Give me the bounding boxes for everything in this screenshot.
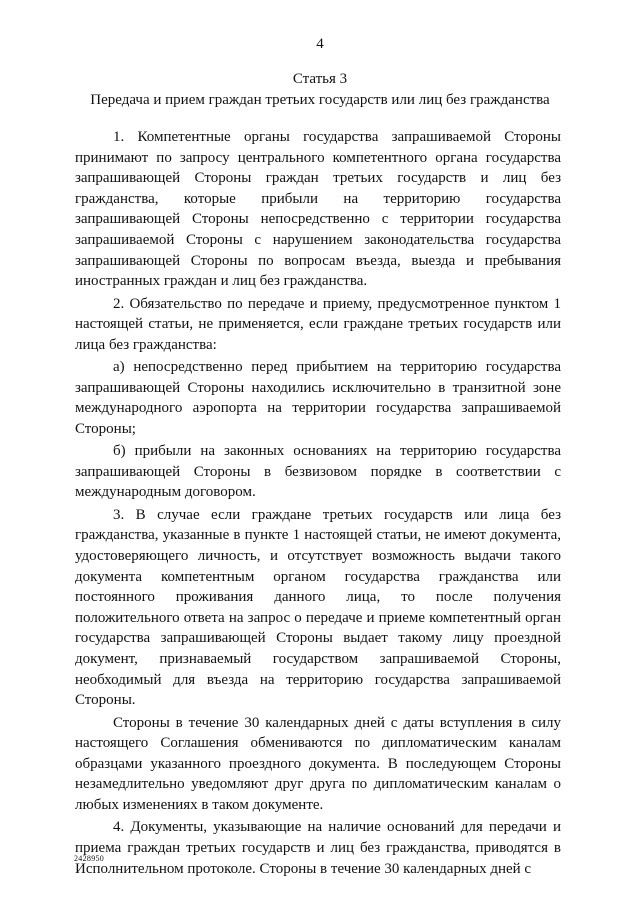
subparagraph-b: б) прибыли на законных основаниях на территорию государства запрашивающей Стороны в безвизовом порядке в соответствии с международным договором. (75, 443, 561, 501)
page-number: 4 (316, 36, 324, 52)
subparagraph-a: а) непосредственно перед прибытием на территорию государства запрашивающей Стороны находились исключительно в транзитной зоне международного аэропорта на территории государства запрашиваемой Стороны; (75, 359, 561, 437)
paragraph-3: 3. В случае если граждане третьих государств или лица без гражданства, указанные в пункте 1 настоящей статьи, не имеют документа, удостоверяющего личность, и отсутствует возможность выдачи такого документа компетентным органом государства гражданства или постоянного проживания данного лица, то после получения положительного ответа на запрос о передаче и приеме компетентный орган государства запрашивающей Стороны выдает такому лицу проездной документ, признаваемый государством запрашиваемой Стороны, необходимый для въезда на территорию государства запрашиваемой Стороны. (75, 506, 561, 709)
document-code: 2428950 (74, 854, 105, 863)
paragraph-1: 1. Компетентные органы государства запрашиваемой Стороны принимают по запросу центрального компетентного органа государства запрашивающей Стороны граждан третьих государств и лиц без гражданства, которые прибыли на территорию государства запрашивающей Стороны непосредственно с территории государства запрашиваемой Стороны с нарушением законодательства государства запрашивающей Стороны по вопросам въезда, выезда и пребывания иностранных граждан и лиц без гражданства. (75, 129, 561, 290)
paragraph-3-continuation: Стороны в течение 30 календарных дней с даты вступления в силу настоящего Соглашения обмениваются по дипломатическим каналам образцами указанного проездного документа. В последующем Стороны незамедлительно уведомляют друг друга по дипломатическим каналам о любых изменениях в таком документе. (75, 714, 561, 813)
article-body (75, 127, 561, 881)
article-title: Передача и прием граждан третьих государств или лиц без гражданства (90, 92, 550, 108)
article-label: Статья 3 (292, 71, 348, 87)
paragraph-4: 4. Документы, указывающие на наличие оснований для передачи и приема граждан третьих государств и лиц без гражданства, приводятся в Исполнительном протоколе. Стороны в течение 30 календарных дней с (75, 819, 561, 877)
paragraph-2: 2. Обязательство по передаче и приему, предусмотренное пунктом 1 настоящей статьи, не применяется, если граждане третьих государств или лица без гражданства: (75, 295, 561, 353)
